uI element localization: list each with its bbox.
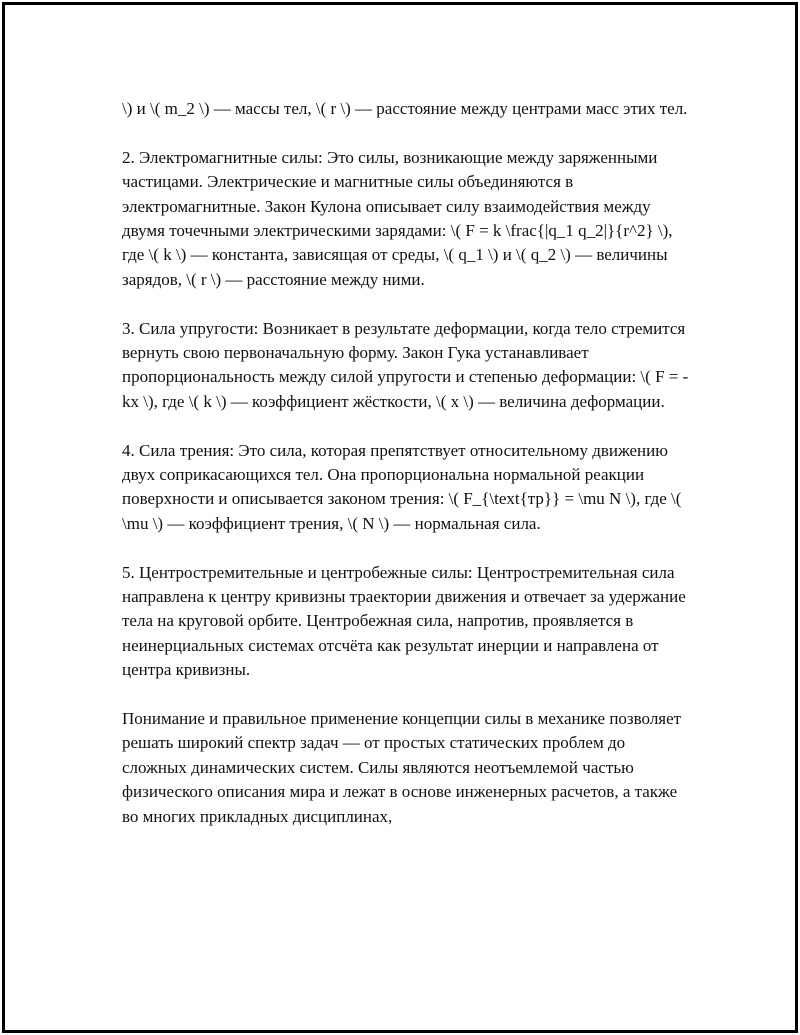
paragraph-elastic-force: 3. Сила упругости: Возникает в результате деформации, когда тело стремится вернуть свою первоначальную форму. Закон Гука устанавливает пропорциональность между силой упругости и степенью деформации: \( F = -kx \), где \( k \) — коэффициент жёсткости, \( x \) — величина деформации. — [122, 318, 689, 411]
document-body — [122, 97, 692, 829]
page-frame — [2, 2, 798, 1033]
paragraph-gravity-continuation: \) и \( m_2 \) — массы тел, \( r \) — расстояние между центрами масс этих тел. — [122, 99, 688, 118]
paragraph-conclusion: Понимание и правильное применение концепции силы в механике позволяет решать широкий спектр задач — от простых статических проблем до сложных динамических систем. Силы являются неотъемлемой частью физического описания мира и лежат в основе инженерных расчетов, а также во многих прикладных дисциплинах, — [122, 709, 682, 826]
paragraph-centripetal-centrifugal: 5. Центростремительные и центробежные силы: Центростремительная сила направлена к центру кривизны траектории движения и отвечает за удержание тела на круговой орбите. Центробежная сила, напротив, проявляется в неинерциальных системах отсчёта как результат инерции и направлена от центра кривизны. — [122, 562, 686, 680]
paragraph-friction-force: 4. Сила трения: Это сила, которая препятствует относительному движению двух соприкасающихся тел. Она пропорциональна нормальной реакции поверхности и описывается законом трения: \( F_{\text{тр}} = \mu N \), где \( \mu \) — коэффициент трения, \( N \) — нормальная сила. — [122, 440, 682, 533]
paragraph-electromagnetic-forces: 2. Электромагнитные силы: Это силы, возникающие между заряженными частицами. Электрические и магнитные силы объединяются в электромагнитные. Закон Кулона описывает силу взаимодействия между двумя точечными электрическими зарядами: \( F = k \frac{|q_1 q_2|}{r^2} \), где \( k \) — константа, зависящая от среды, \( q_1 \) и \( q_2 \) — величины зарядов, \( r \) — расстояние между ними. — [122, 147, 673, 289]
